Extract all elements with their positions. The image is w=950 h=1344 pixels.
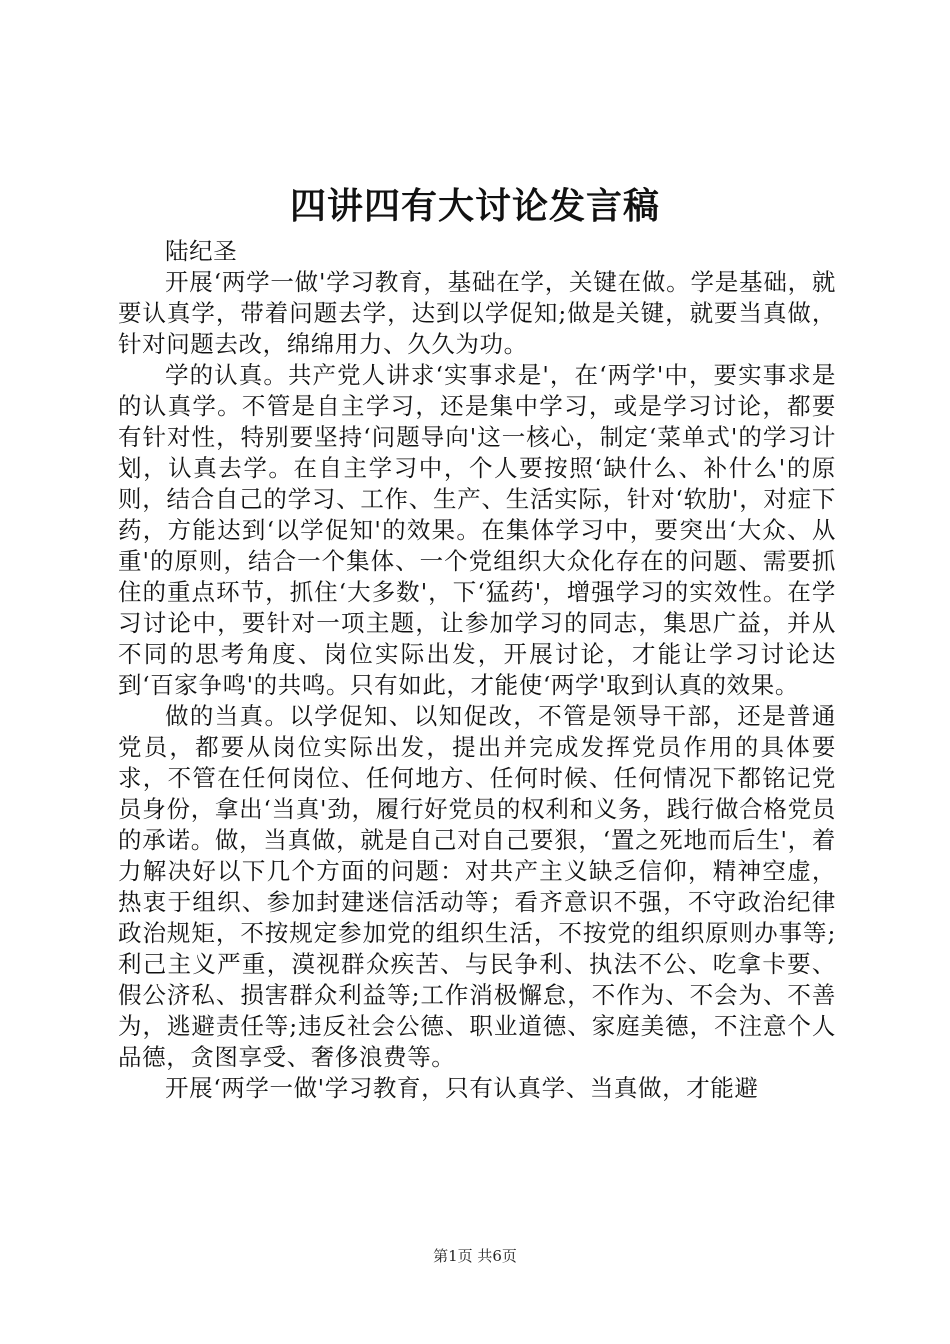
paragraph: 做的当真。以学促知、以知促改，不管是领导干部，还是普通党员，都要从岗位实际出发，提出并完成发挥党员作用的具体要求，不管在任何岗位、任何地方、任何时候、任何情况下都铭记党员身份，拿出‘当真'劲，履行好党员的权利和义务，践行做合格党员的承诺。做，当真做，就是自己对自己要狠，‘置之死地而后生'，着力解决好以下几个方面的问题：对共产主义缺乏信仰，精神空虚，热衷于组织、参加封建迷信活动等；看齐意识不强，不守政治纪律政治规矩，不按规定参加党的组织生活，不按党的组织原则办事等;利己主义严重，漠视群众疾苦、与民争利、执法不公、吃拿卡要、假公济私、损害群众利益等;工作消极懈怠，不作为、不会为、不善为，逃避责任等;违反社会公德、职业道德、家庭美德，不注意个人品德，贪图享受、奢侈浪费等。: [118, 702, 836, 1071]
document-body: [118, 236, 836, 1104]
paragraph: 开展‘两学一做'学习教育，只有认真学、当真做，才能避: [165, 1074, 759, 1102]
page-number-footer: 第1页 共6页: [433, 1247, 517, 1265]
paragraph: 开展‘两学一做'学习教育，基础在学，关键在做。学是基础，就要认真学，带着问题去学，达到以学促知;做是关键，就要当真做，针对问题去改，绵绵用力、久久为功。: [118, 268, 836, 358]
paragraph: 学的认真。共产党人讲求‘实事求是'，在‘两学'中，要实事求是的认真学。不管是自主学习，还是集中学习，或是学习讨论，都要有针对性，特别要坚持‘问题导向'这一核心，制定‘菜单式'的学习计划，认真去学。在自主学习中，个人要按照‘缺什么、补什么'的原则，结合自己的学习、工作、生产、生活实际，针对‘软肋'，对症下药，方能达到‘以学促知'的效果。在集体学习中，要突出‘大众、从重'的原则，结合一个集体、一个党组织大众化存在的问题、需要抓住的重点环节，抓住‘大多数'，下‘猛药'，增强学习的实效性。在学习讨论中，要针对一项主题，让参加学习的同志，集思广益，并从不同的思考角度、岗位实际出发，开展讨论，才能让学习讨论达到‘百家争鸣'的共鸣。只有如此，才能使‘两学'取到认真的效果。: [118, 361, 836, 699]
author-line: 陆纪圣: [165, 237, 238, 265]
document-title: 四讲四有大讨论发言稿: [289, 186, 660, 227]
